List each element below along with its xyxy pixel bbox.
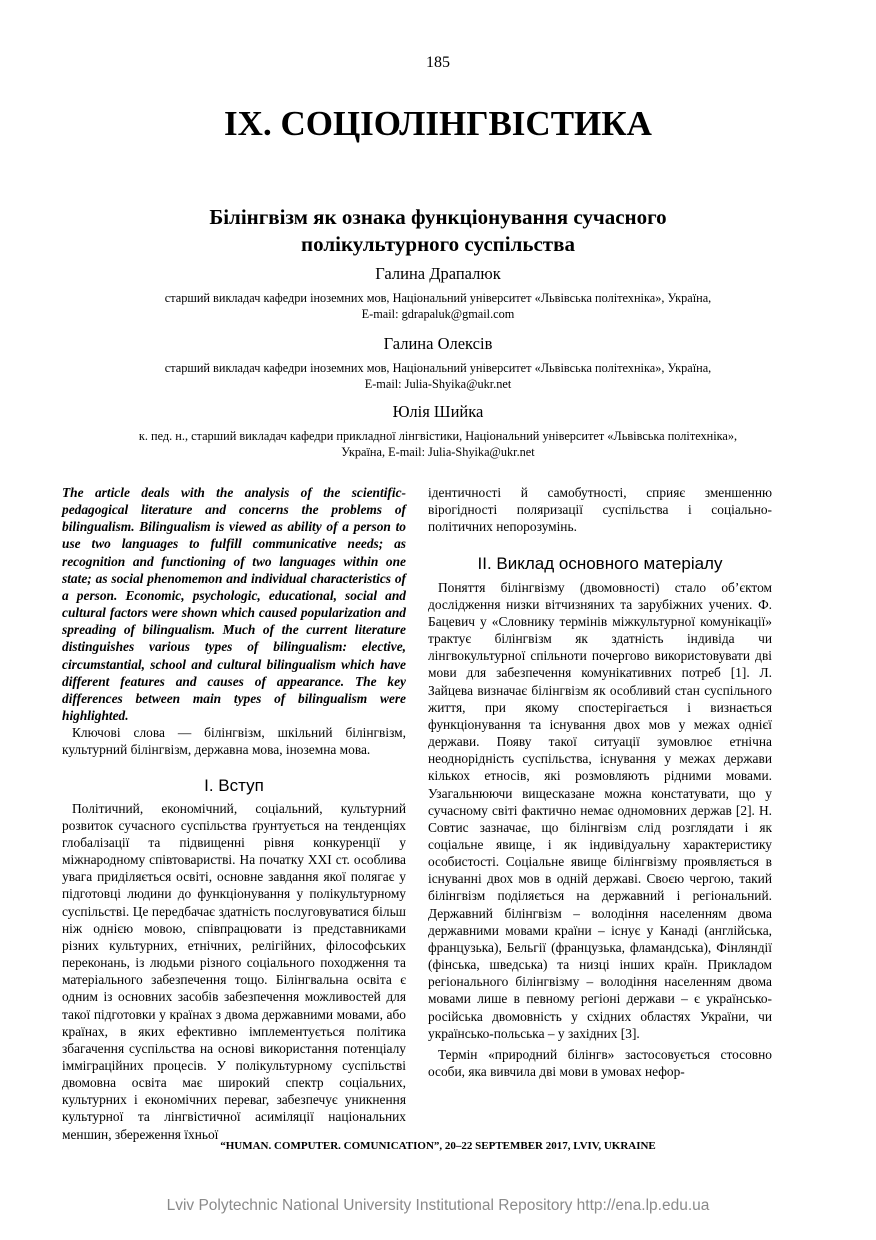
author-affiliation: старший викладач кафедри іноземних мов, Національний університет «Львівська політехніка», Україна, xyxy=(164,361,712,375)
author-affiliation: старший викладач кафедри іноземних мов, Національний університет «Львівська політехніка», Україна, xyxy=(164,291,712,305)
right-column xyxy=(428,484,772,1080)
repository-watermark: Lviv Polytechnic National University Institutional Repository http://ena.lp.edu.ua xyxy=(166,1197,710,1214)
article-title xyxy=(0,204,876,258)
left-column xyxy=(62,484,406,1143)
author-affiliation: к. пед. н., старший викладач кафедри прикладної лінгвістики, Національний університет «Львівська політехніка», xyxy=(138,429,738,443)
section-heading: II. Виклад основного матеріалу xyxy=(477,554,723,574)
author-name: Юлія Шийка xyxy=(392,402,484,421)
paragraph: Поняття білінгвізму (двомовності) стало об’єктом дослідження низки вітчизняних та зарубіжних учених. Ф. Бацевич у «Словнику термінів міжкультурної комунікації» трактує білінгвізм як здатність індивіда чи лінгвокультурної спільноти почергово використовувати дві мови для забезпечення комунікативних потреб [1]. Л. Зайцева визначає білінгвізм як особливий стан суспільного життя, при якому спостерігається і визнається функціонування та існування двох мов у межах однієї держави. Появу такої ситуації зумовлює етнічна неоднорідність суспільства, існування у межах держави кількох етносів, які розмовляють рідними мовами. Узагальнюючи вищесказане можна констатувати, що у сучасному світі фактично немає одномовних держав [2]. Н. Совтис зазначає, що білінгвізм слід розглядати і як соціальне явище, і як індивідуальну характеристику особистості. Соціальне явище білінгвізму проявляється в існуванні двох мов в одній державі. Своєю чергою, такий білінгвізм поділяється на державний і регіональний. Державний білінгвізм – володіння населенням двома державними мовами країни – існує у Канаді (англійська, французька), Бельгії (французька, фламандська), Фінляндії (фінська, шведська) та низці інших країн. Прикладом регіонального білінгвізму – володіння населенням двома мовами лише в певному регіоні держави – є українсько-російська двомовність у східних областях України, чи українсько-польська – у західних [3]. xyxy=(428,579,772,1041)
author-block xyxy=(0,264,876,322)
conference-footer: “HUMAN. COMPUTER. COMUNICATION”, 20–22 SEPTEMBER 2017, LVIV, UKRAINE xyxy=(220,1140,656,1152)
author-block xyxy=(0,402,876,460)
keywords: Ключові слова — білінгвізм, шкільний білінгвізм, культурний білінгвізм, державна мова, іноземна мова. xyxy=(62,725,406,758)
author-name: Галина Драпалюк xyxy=(375,264,501,283)
section-title: IX. СОЦІОЛІНГВІСТИКА xyxy=(224,104,652,143)
author-email: Україна, E-mail: Julia-Shyika@ukr.net xyxy=(341,445,535,459)
author-email: E-mail: gdrapaluk@gmail.com xyxy=(361,307,515,321)
abstract: The article deals with the analysis of the scientific-pedagogical literature and concerns the problems of bilingualism. Bilingualism is viewed as ability of a person to use two languages to fulfill communicative needs; as recognition and functioning of two languages within one state; as social phenomemon and individual characteristics of a person. Economic, psychologic, educational, social and cultural factors were shown which caused popularization and spreading of bilingualism. Much of the current literature distinguishes various types of bilingualism: elective, circumstantial, school and cultural bilingualism which have different features and causes of appearance. The key differences between main types of bilingualism were highlighted. xyxy=(62,485,406,724)
paragraph: Термін «природний білінгв» застосовується стосовно особи, яка вивчила дві мови в умовах нефор- xyxy=(428,1046,772,1079)
author-name: Галина Олексів xyxy=(383,334,493,353)
author-email: E-mail: Julia-Shyika@ukr.net xyxy=(364,377,512,391)
paragraph: Політичний, економічний, соціальний, культурний розвиток сучасного суспільства ґрунтується на тенденціях глобалізації та підвищенні рівня конкуренції у міжнародному співтоваристві. На початку XXI ст. особлива увага приділяється освіті, основне завдання якої полягає у підготовці людини до функціонування у полікультурному суспільстві. Це передбачає здатність послуговуватися більш ніж однією мовою, співпрацювати із представниками різних культурних, етнічних, релігійних, філософських переконань, із людьми різного соціального походження та матеріального забезпечення тощо. Білінгвальна освіта є одним із основних засобів забезпечення можливостей для такої підготовки у країнах з двома державними мовами, або країнах, в яких ефективно імплементується політика збагачення суспільства на основі використання потенціалу імміграційних процесів. У полікультурному суспільстві двомовна освіта має широкий спектр соціальних, культурних і економічних переваг, забезпечує уникнення культурної та лінгвістичної асиміляції національних меншин, збереження їхньої xyxy=(62,800,406,1142)
paragraph-continued: ідентичності й самобутності, сприяє зменшенню вірогідності поляризації суспільства і соціально-політичних непорозумінь. xyxy=(428,485,772,535)
page-number: 185 xyxy=(426,54,450,71)
article-title-line: Білінгвізм як ознака функціонування сучасного xyxy=(209,205,667,229)
article-title-line: полікультурного суспільства xyxy=(301,232,575,256)
section-heading: I. Вступ xyxy=(204,775,264,795)
author-block xyxy=(0,334,876,392)
